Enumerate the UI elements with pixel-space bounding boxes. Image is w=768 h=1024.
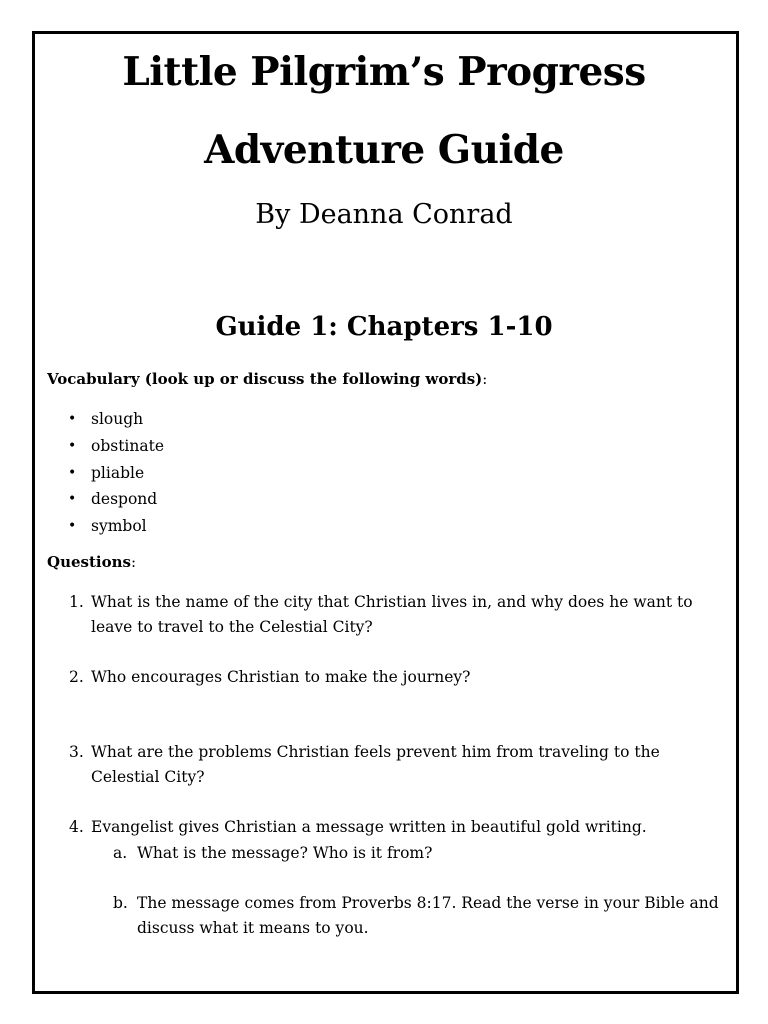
vocabulary-item [68,464,164,491]
question-text: Evangelist gives Christian a message written in beautiful gold writing. [91,818,647,836]
vocabulary-word: obstinate [91,436,165,455]
guide-heading: Guide 1: Chapters 1-10 [215,312,553,342]
vocabulary-item [68,517,164,544]
vocabulary-label-colon: : [482,370,488,388]
sub-question-letter: a. [113,844,128,862]
question-item [69,590,731,640]
sub-question-item [113,841,727,866]
vocabulary-word: pliable [91,463,145,482]
vocabulary-word: slough [91,410,144,428]
vocabulary-label-text: Vocabulary (look up or discuss the following words) [47,370,483,388]
question-number: 4. [69,818,84,836]
bullet-icon: • [68,464,77,481]
document-title-line-2: Adventure Guide [204,127,564,173]
question-item [69,665,731,690]
bullet-icon: • [68,518,77,535]
bullet-icon: • [68,411,77,427]
questions-label-text: Questions [47,553,131,571]
bullet-icon: • [68,491,77,508]
question-text: What is the name of the city that Christian lives in, and why does he want to leave to travel to the Celestial City? [91,593,693,636]
sub-question-text: What is the message? Who is it from? [137,844,433,862]
questions-label [47,555,136,570]
question-number: 1. [69,593,84,611]
sub-question-item [113,891,727,941]
question-number: 3. [69,743,84,761]
question-number: 2. [69,668,84,686]
vocabulary-label [47,372,487,387]
question-text: Who encourages Christian to make the journey? [91,668,471,686]
sub-question-letter: b. [113,894,128,912]
question-item [69,740,731,790]
question-item [69,815,731,840]
author-line: By Deanna Conrad [255,199,513,230]
questions-label-colon: : [130,553,137,571]
vocabulary-word: symbol [91,517,147,536]
vocabulary-list [68,410,164,544]
vocabulary-word: despond [91,490,158,509]
vocabulary-item [68,490,164,517]
vocabulary-item [68,410,164,437]
bullet-icon: • [68,437,77,454]
vocabulary-item [68,437,164,464]
document-title-line-1: Little Pilgrim’s Progress [122,49,646,95]
sub-question-text: The message comes from Proverbs 8:17. Read the verse in your Bible and discuss what it means to you. [137,894,719,937]
question-text: What are the problems Christian feels prevent him from traveling to the Celestial City? [91,743,660,786]
